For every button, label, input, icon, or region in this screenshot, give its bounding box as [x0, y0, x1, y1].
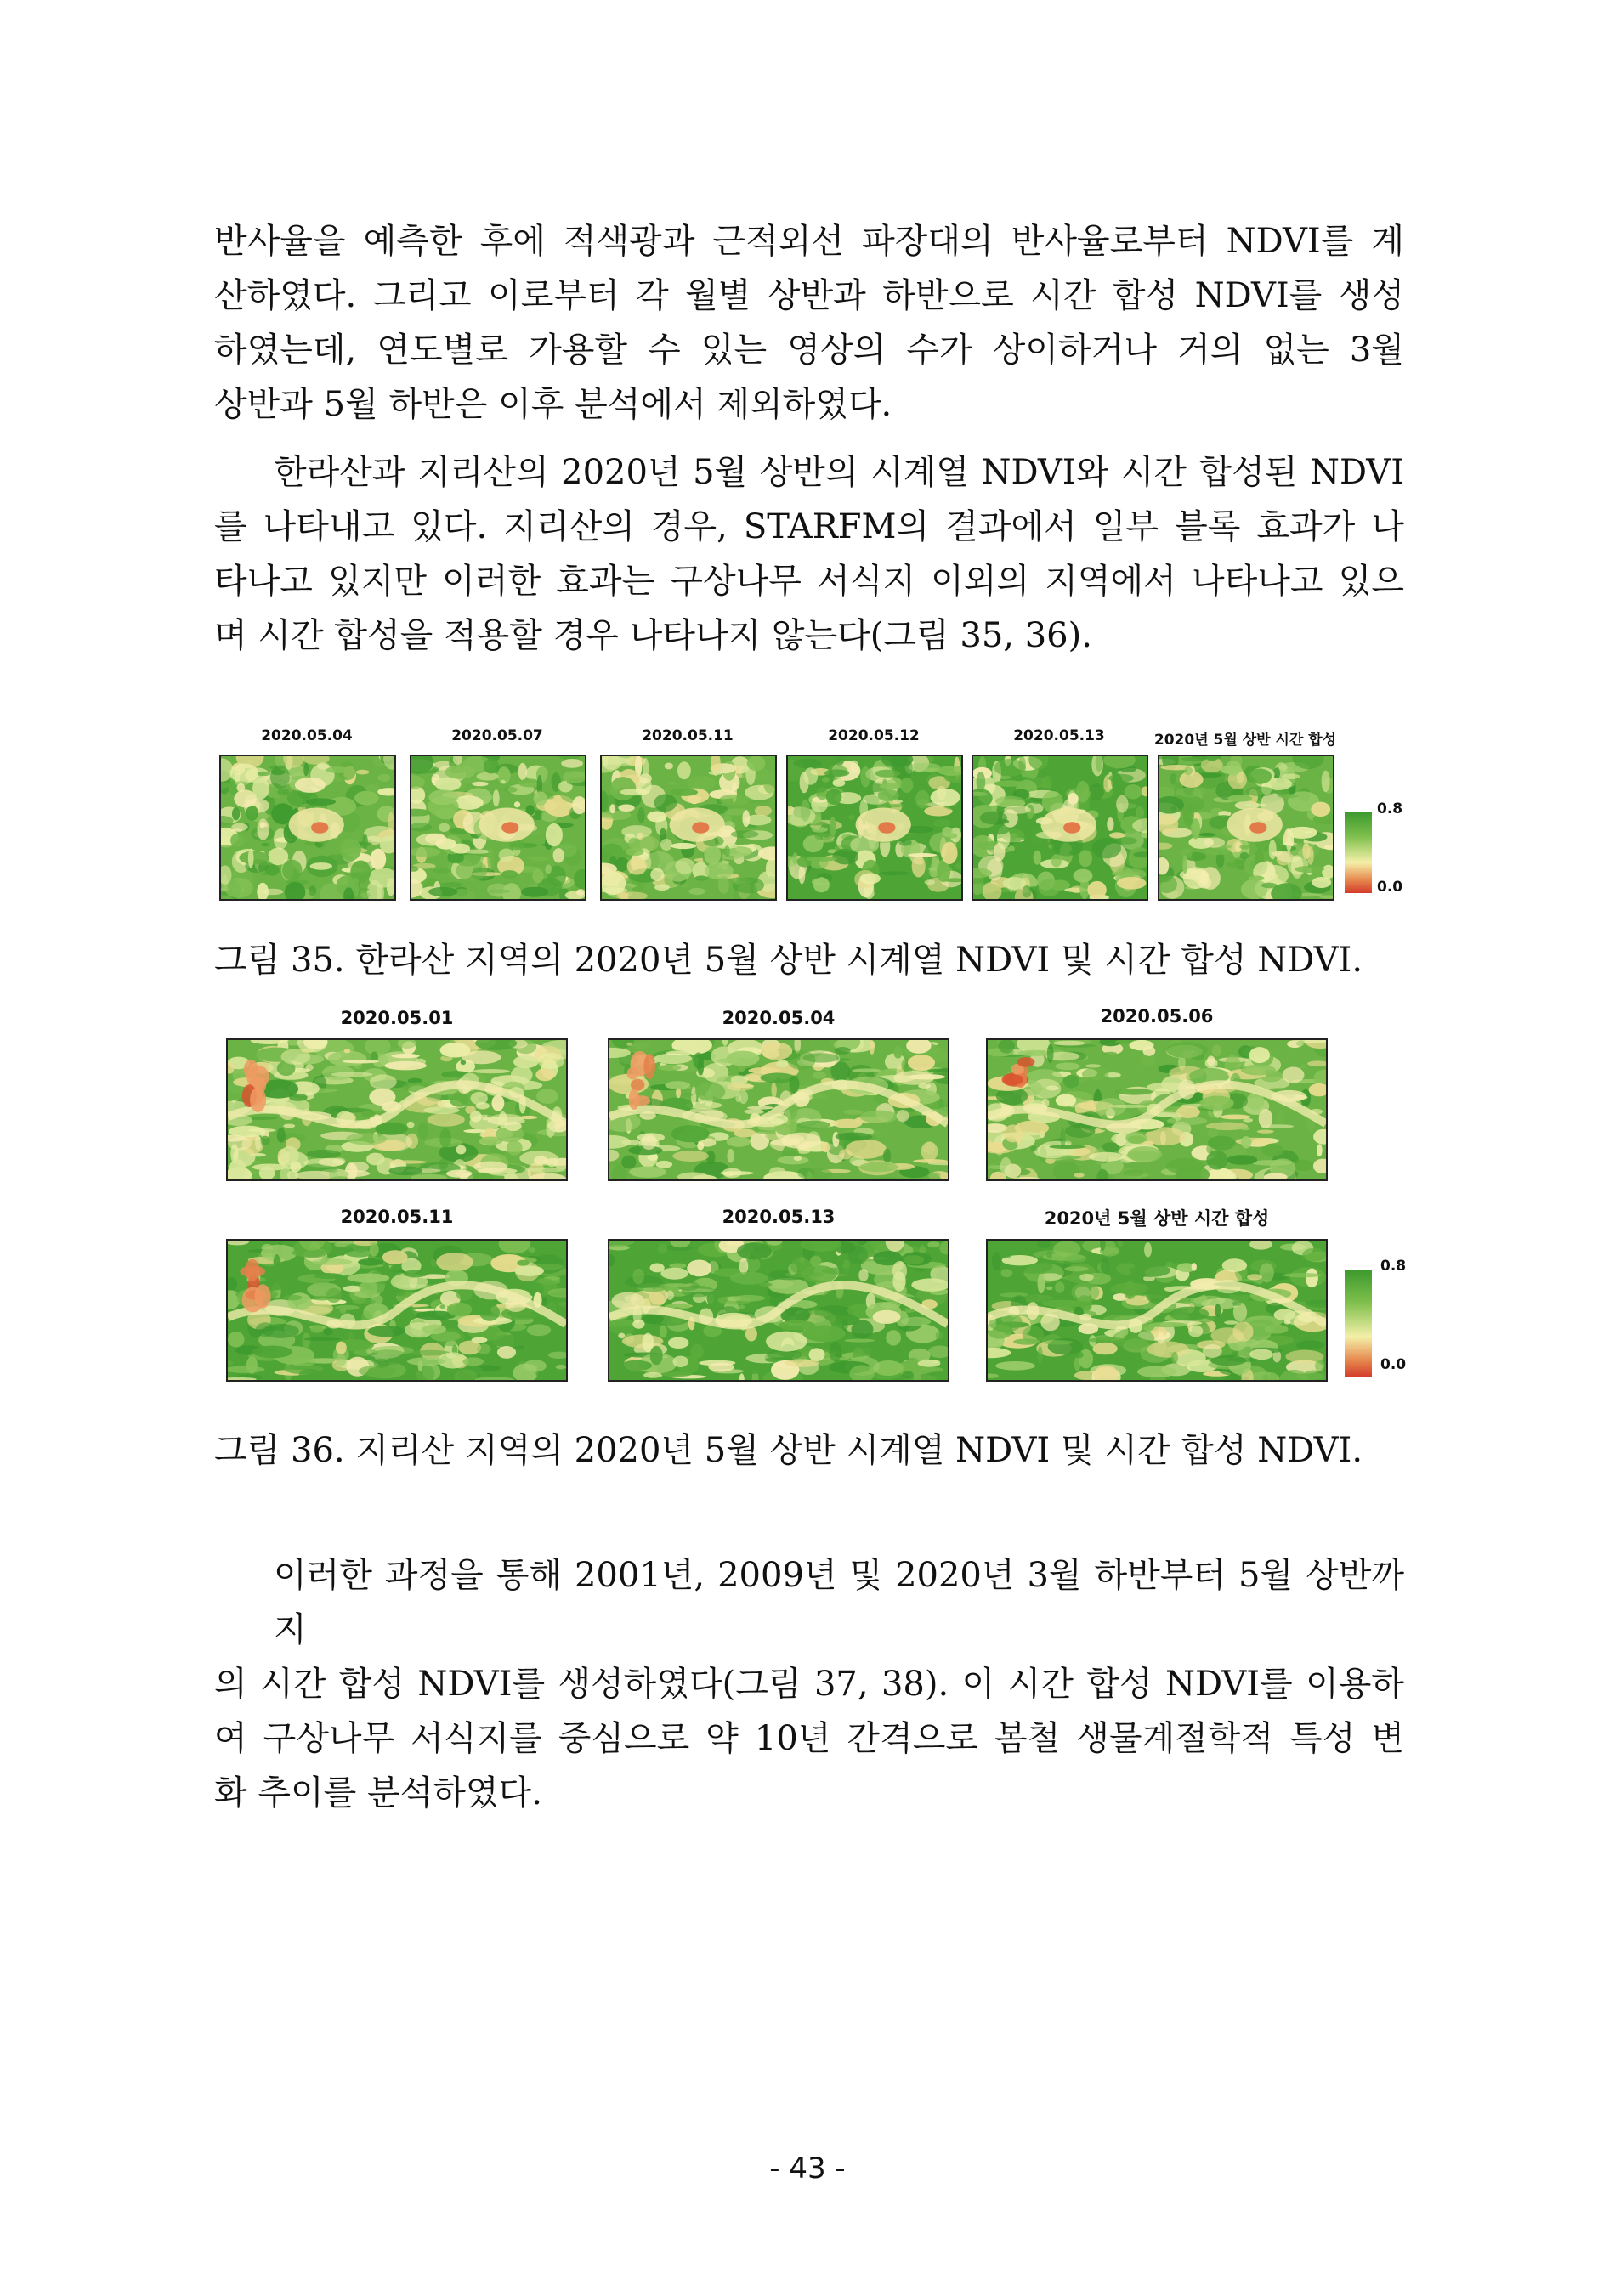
panel-label: 2020.05.11	[340, 1207, 454, 1227]
paragraph-3	[214, 1548, 1404, 1820]
ndvi-map-hallasan	[410, 755, 586, 901]
panel-label: 2020.05.13	[722, 1207, 836, 1227]
panel-label: 2020.05.06	[1100, 1006, 1214, 1026]
page-number: - 43 -	[769, 2152, 846, 2186]
legend-max-label: 0.8	[1380, 1258, 1407, 1275]
paragraph-line: 며 시간 합성을 적용할 경우 나타나지 않는다(그림 35, 36).	[214, 616, 1092, 655]
paragraph-line: 하였는데, 연도별로 가용할 수 있는 영상의 수가 상이하거나 거의 없는 3월	[214, 331, 1404, 370]
paragraph-line: 한라산과 지리산의 2020년 5월 상반의 시계열 NDVI와 시간 합성된 NDVI	[274, 453, 1404, 492]
paragraph-line: 반사율을 예측한 후에 적색광과 근적외선 파장대의 반사율로부터 NDVI를 계	[214, 222, 1404, 261]
panel-label: 2020.05.11	[642, 727, 734, 744]
paragraph-line: 상반과 5월 하반은 이후 분석에서 제외하였다.	[214, 385, 892, 424]
figure-36-caption: 그림 36. 지리산 지역의 2020년 5월 상반 시계열 NDVI 및 시간 합성 NDVI.	[214, 1431, 1363, 1470]
paragraph-line: 타나고 있지만 이러한 효과는 구상나무 서식지 이외의 지역에서 나타나고 있으	[214, 562, 1404, 601]
ndvi-map-jirisan	[986, 1038, 1328, 1181]
paragraph-1	[214, 214, 1404, 432]
legend-min-label: 0.0	[1380, 1356, 1407, 1373]
paragraph-line: 여 구상나무 서식지를 중심으로 약 10년 간격으로 봄철 생물계절학적 특성 변	[214, 1719, 1404, 1758]
paragraph-line: 를 나타내고 있다. 지리산의 경우, STARFM의 결과에서 일부 블록 효과가 나	[214, 507, 1404, 546]
panel-label: 2020.05.04	[261, 727, 353, 744]
color-scale-bar	[1345, 812, 1372, 893]
ndvi-map-jirisan	[608, 1239, 949, 1382]
legend-max-label: 0.8	[1377, 800, 1403, 817]
panel-label: 2020.05.12	[828, 727, 920, 744]
paragraph-line: 산하였다. 그리고 이로부터 각 월별 상반과 하반으로 시간 합성 NDVI를 생성	[214, 276, 1404, 315]
ndvi-map-jirisan	[608, 1038, 949, 1181]
ndvi-map-jirisan	[226, 1038, 568, 1181]
paragraph-2	[214, 445, 1404, 663]
ndvi-map-jirisan	[986, 1239, 1328, 1382]
ndvi-map-jirisan	[226, 1239, 568, 1382]
panel-label: 2020.05.13	[1013, 727, 1105, 744]
ndvi-map-hallasan	[786, 755, 963, 901]
paragraph-line: 의 시간 합성 NDVI를 생성하였다(그림 37, 38). 이 시간 합성 NDVI를 이용하	[214, 1665, 1404, 1704]
panel-label: 2020년 5월 상반 시간 합성	[1044, 1208, 1270, 1229]
legend-min-label: 0.0	[1377, 879, 1403, 896]
paragraph-line: 화 추이를 분석하였다.	[214, 1773, 542, 1812]
panel-label: 2020.05.04	[722, 1008, 836, 1028]
ndvi-map-hallasan	[972, 755, 1148, 901]
ndvi-map-hallasan	[219, 755, 396, 901]
ndvi-map-hallasan	[600, 755, 777, 901]
panel-label: 2020.05.01	[340, 1008, 454, 1028]
panel-label: 2020년 5월 상반 시간 합성	[1153, 732, 1337, 749]
panel-label: 2020.05.07	[451, 727, 543, 744]
paragraph-line: 이러한 과정을 통해 2001년, 2009년 및 2020년 3월 하반부터 5월 상반까지	[274, 1556, 1404, 1649]
color-scale-bar	[1345, 1270, 1372, 1377]
figure-35-caption: 그림 35. 한라산 지역의 2020년 5월 상반 시계열 NDVI 및 시간 합성 NDVI.	[214, 941, 1363, 980]
ndvi-map-hallasan	[1158, 755, 1334, 901]
